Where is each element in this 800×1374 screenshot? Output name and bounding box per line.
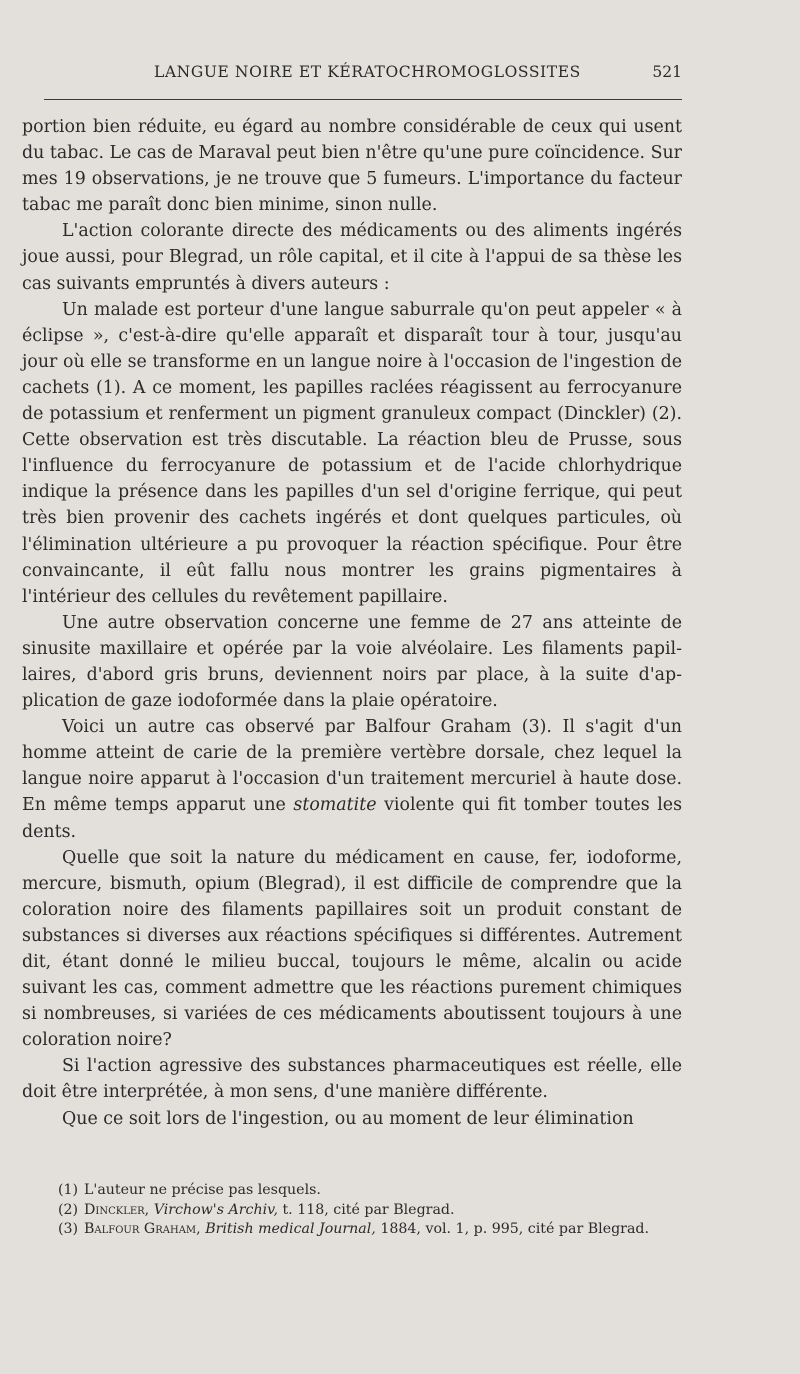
footnote-number: (1) [58, 1182, 79, 1198]
paragraph-coloring-action: L'action colorante directe des médicaments ou des aliments ingérés joue aussi, pour Blegrad, un rôle capital, et il cite à l'appui de sa thèse les cas suivants empruntés à divers auteurs : [22, 221, 682, 294]
footnote-journal: British medical Journal, [205, 1221, 376, 1237]
footnote-details: 1884, vol. 1, p. 995, cité par Blegrad. [375, 1221, 650, 1237]
page-header [44, 60, 682, 90]
page-number: 521 [652, 63, 682, 81]
paragraph-cachets-case: Un malade est porteur d'une langue saburrale qu'on peut appeler « à éclipse », c'est-à-dire qu'elle apparaît et disparaît tour à tour, jusqu'au jour où elle se transforme en un langue noire à l'occasion de l'ingestion de cachets (1). A ce moment, les papilles raclées réagissent au ferrocyanure de potassium et renferment un pigment granuleux compact (Dinckler) (2). Cette observation est très discutable. La réaction bleu de Prusse, sous l'influence du ferrocyanure de potassium et de l'acide chlorhydrique indique la présence dans les papilles d'un sel d'origine ferrique, qui peut très bien provenir des cachets ingérés et dont quelques particules, où l'élimination ultérieure a pu provoquer la réaction spécifique. Pour être convaincante, il eût fallu nous montrer les grains pigmentaires à l'intérieur des cellules du revêtement papillaire. [22, 299, 682, 607]
paragraph-medication-discussion: Quelle que soit la nature du médicament en cause, fer, iodoforme, mercure, bismuth, opium (Blegrad), il est difficile de comprendre que la coloration noire des filaments papillaires soit un produit constant de substances si diverses aux réactions spécifiques si différentes. Autrement dit, étant donné le milieu buccal, toujours le même, alcalin ou acide suivant les cas, comment admettre que les réactions purement chimiques si nombreuses, si variées de ces médicaments aboutissent toujours à une coloration noire? [22, 847, 682, 1051]
footnote-author: Balfour Graham, [84, 1221, 201, 1237]
header-rule [44, 99, 682, 100]
footnote-number: (2) [58, 1201, 79, 1218]
paragraph-mercury-text-end: violente qui fit tomber toutes les dents. [22, 795, 683, 842]
footnote-1 [58, 1181, 682, 1201]
paragraph-mercury-case [22, 714, 682, 844]
footnote-details: t. 118, cité par Blegrad. [277, 1201, 455, 1218]
footnote-2 [58, 1201, 682, 1221]
paragraph-mercury-text-start: Voici un autre cas observé par Balfour Graham (3). Il s'agit d'un homme atteint de carie de la première vertèbre dorsale, chez lequel la langue noire apparut à l'occasion d'un traitement mercuriel à haute dose. En même temps apparut une [22, 717, 682, 816]
paragraph-mercury-italic-term: stomatite [293, 795, 377, 816]
paragraph-tobacco: portion bien réduite, eu égard au nombre considérable de ceux qui usent du tabac. Le cas de Maraval peut bien n'être qu'une pure coïncidence. Sur mes 19 observations, je ne trouve que 5 fumeurs. L'importance du facteur tabac me paraît donc bien minime, sinon nulle. [22, 117, 682, 216]
running-title: LANGUE NOIRE ET KÉRATOCHROMOGLOSSITES [154, 63, 581, 81]
paragraph-aggressive-action: Si l'action agressive des substances pharmaceutiques est réelle, elle doit être interprétée, à mon sens, d'une manière différente. [22, 1056, 682, 1103]
footnote-3 [58, 1220, 682, 1240]
paragraph-iodoform-case: Une autre observation concerne une femme de 27 ans atteinte de sinusite maxillaire et opérée par la voie alvéolaire. Les filaments papillaires, d'abord gris bruns, deviennent noirs par place, à la suite d'application de gaze iodoformée dans la plaie opératoire. [22, 612, 682, 712]
footnote-journal: Virchow's Archiv, [153, 1201, 278, 1218]
footnote-number: (3) [58, 1221, 79, 1237]
footnote-author: Dinckler, [84, 1201, 150, 1218]
footnote-text: L'auteur ne précise pas lesquels. [84, 1182, 321, 1198]
footnotes [58, 1181, 682, 1240]
paragraph-ingestion: Que ce soit lors de l'ingestion, ou au moment de leur élimination [62, 1108, 634, 1129]
body-text [22, 114, 682, 1132]
